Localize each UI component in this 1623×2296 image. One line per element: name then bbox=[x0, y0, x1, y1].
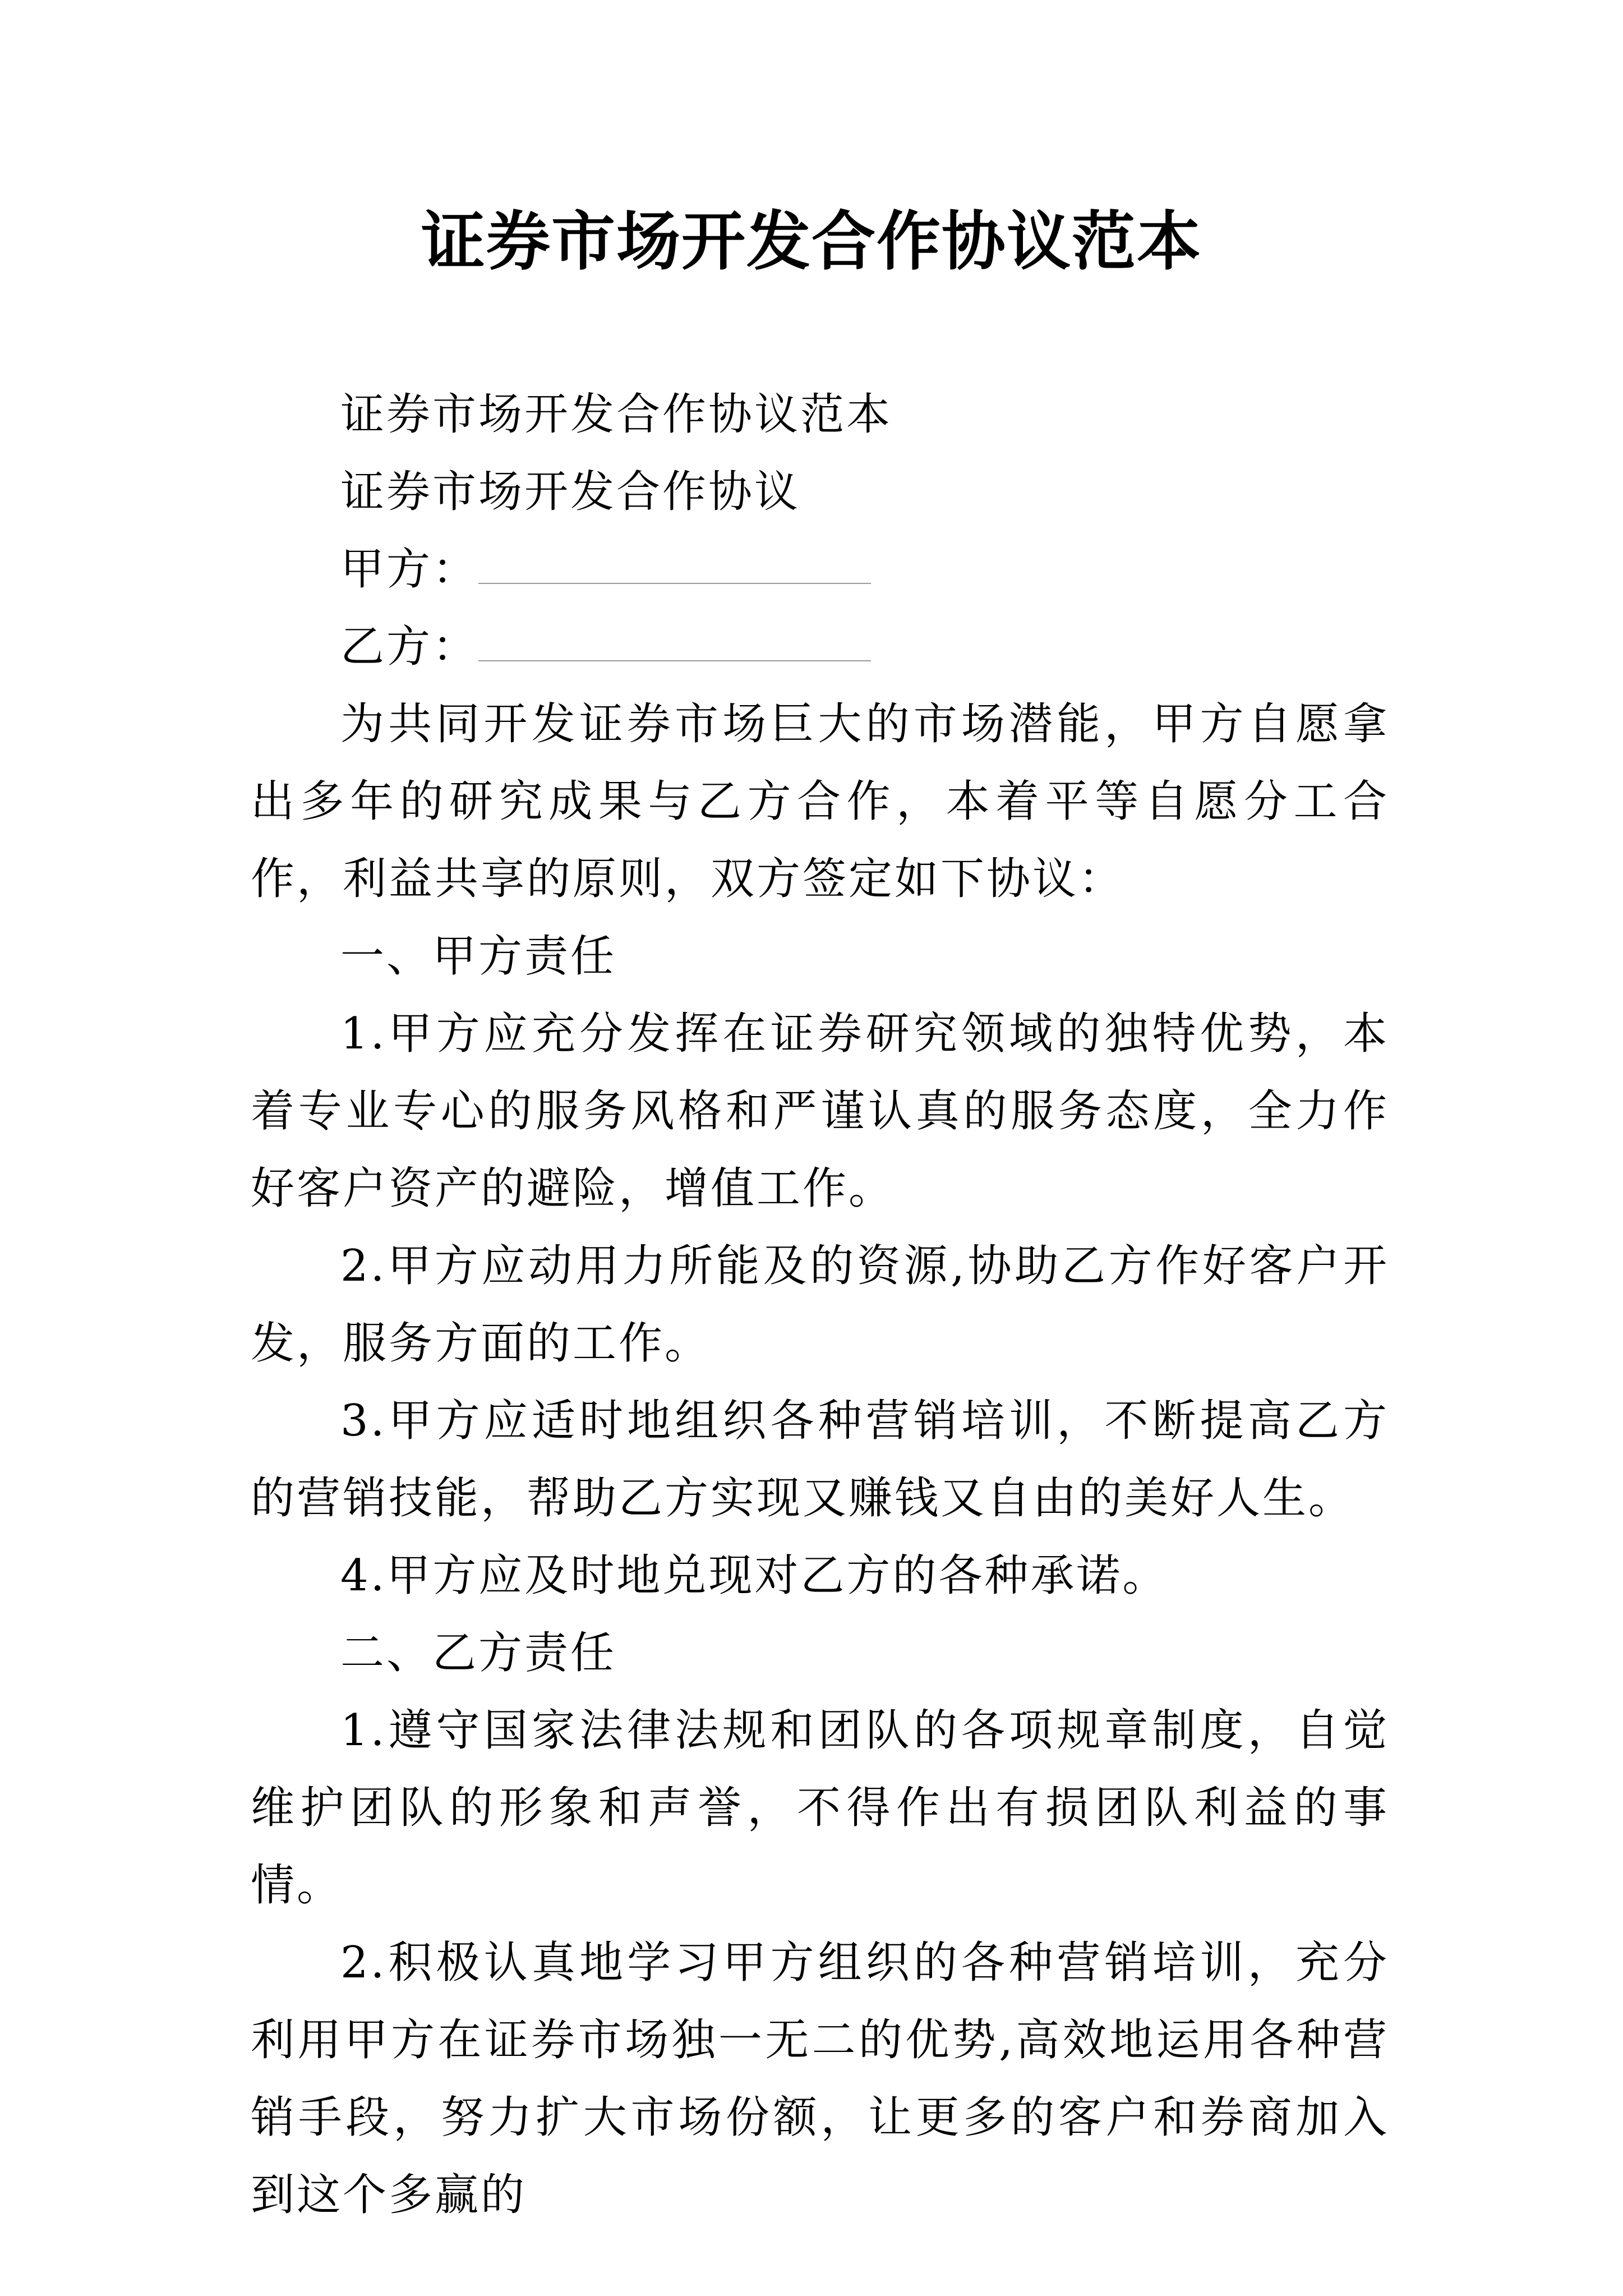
document-body bbox=[251, 376, 1389, 2234]
party-a-clause-4: 4.甲方应及时地兑现对乙方的各种承诺。 bbox=[340, 1550, 1169, 1601]
party-a-line bbox=[251, 531, 1389, 608]
party-a-clause-1: 1.甲方应充分发挥在证券研究领域的独特优势，本着专业专心的服务风格和严谨认真的服务态度，全力作好客户资产的避险，增值工作。 bbox=[251, 1009, 1389, 1214]
section-heading-party-a: 一、甲方责任 bbox=[340, 931, 617, 982]
document-title: 证券市场开发合作协议范本 bbox=[421, 204, 1202, 279]
party-b-clause-1: 1.遵守国家法律法规和团队的各项规章制度，自觉维护团队的形象和声誉，不得作出有损团队利益的事情。 bbox=[251, 1705, 1389, 1911]
party-a-blank-field bbox=[478, 544, 871, 584]
party-b-clause-2: 2.积极认真地学习甲方组织的各种营销培训，充分利用甲方在证券市场独一无二的优势,高效地运用各种营销手段，努力扩大市场份额，让更多的客户和券商加入到这个多赢的 bbox=[251, 1938, 1389, 2220]
party-b-line bbox=[251, 608, 1389, 685]
section-heading-party-b: 二、乙方责任 bbox=[340, 1628, 617, 1678]
subtitle-line-1: 证券市场开发合作协议范本 bbox=[340, 389, 893, 440]
party-a-clause-3: 3.甲方应适时地组织各种营销培训，不断提高乙方的营销技能，帮助乙方实现又赚钱又自由的美好人生。 bbox=[251, 1396, 1389, 1524]
party-a-label: 甲方： bbox=[340, 544, 479, 595]
intro-paragraph: 为共同开发证券市场巨大的市场潜能，甲方自愿拿出多年的研究成果与乙方合作，本着平等自愿分工合作，利益共享的原则，双方签定如下协议： bbox=[251, 699, 1389, 904]
subtitle-line-2: 证券市场开发合作协议 bbox=[340, 467, 801, 517]
party-a-clause-2: 2.甲方应动用力所能及的资源,协助乙方作好客户开发，服务方面的工作。 bbox=[251, 1241, 1389, 1369]
party-b-blank-field bbox=[478, 621, 871, 661]
party-b-label: 乙方： bbox=[340, 622, 479, 672]
